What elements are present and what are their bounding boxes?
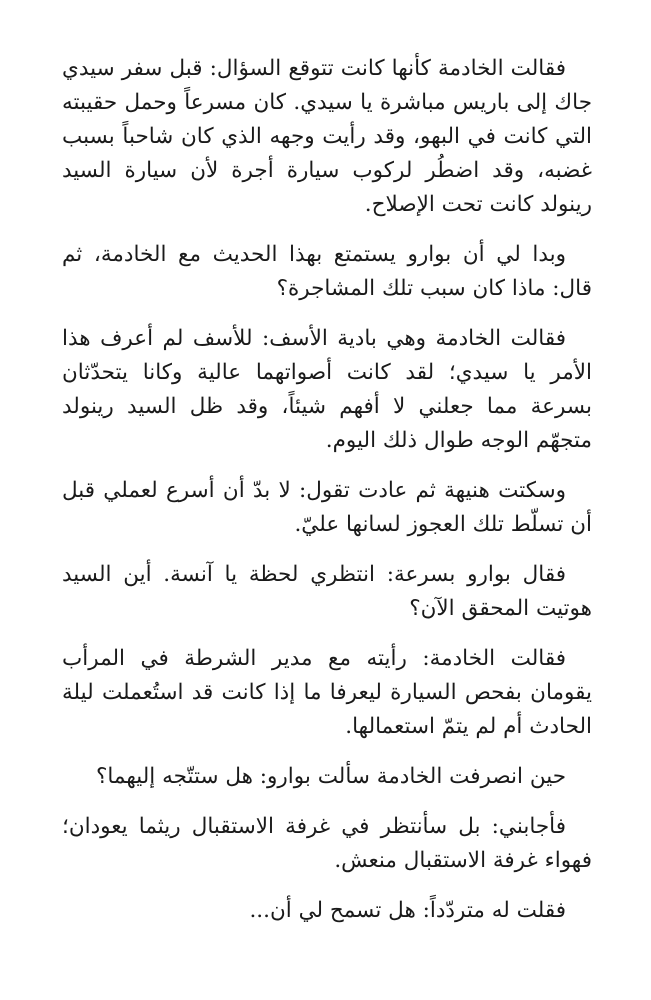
paragraph: فقالت الخادمة كأنها كانت تتوقع السؤال: قبل سفر سيدي جاك إلى باريس مباشرة يا سيدي. كان مسرعاً وحمل حقيبته التي كانت في البهو، وقد رأيت وجهه الذي كان شاحباً بسبب غضبه، وقد اضطُر لركوب سيارة أجرة لأن سيارة السيد رينولد كانت تحت الإصلاح. (62, 56, 592, 217)
paragraph: فقالت الخادمة وهي بادية الأسف: للأسف لم أعرف هذا الأمر يا سيدي؛ لقد كانت أصواتهما عالية وكانا يتحدّثان بسرعة مما جعلني لا أفهم شيئاً، وقد ظل السيد رينولد متجهّم الوجه طوال ذلك اليوم. (62, 326, 592, 453)
paragraph: وبدا لي أن بوارو يستمتع بهذا الحديث مع الخادمة، ثم قال: ماذا كان سبب تلك المشاجرة؟ (62, 242, 592, 301)
paragraph: فأجابني: بل سأنتظر في غرفة الاستقبال ريثما يعودان؛ فهواء غرفة الاستقبال منعش. (62, 814, 592, 873)
paragraph: فقلت له متردّداً: هل تسمح لي أن... (249, 898, 566, 923)
paragraph: وسكتت هنيهة ثم عادت تقول: لا بدّ أن أسرع لعملي قبل أن تسلّط تلك العجوز لسانها عليّ. (62, 478, 592, 537)
paragraph: فقالت الخادمة: رأيته مع مدير الشرطة في المرأب يقومان بفحص السيارة ليعرفا ما إذا كانت قد استُعملت ليلة الحادث أم لم يتمّ استعمالها. (62, 646, 592, 739)
paragraph: فقال بوارو بسرعة: انتظري لحظة يا آنسة. أين السيد هوتيت المحقق الآن؟ (62, 562, 592, 621)
book-page (62, 52, 592, 982)
paragraph: حين انصرفت الخادمة سألت بوارو: هل ستتّجه إليهما؟ (95, 764, 566, 789)
